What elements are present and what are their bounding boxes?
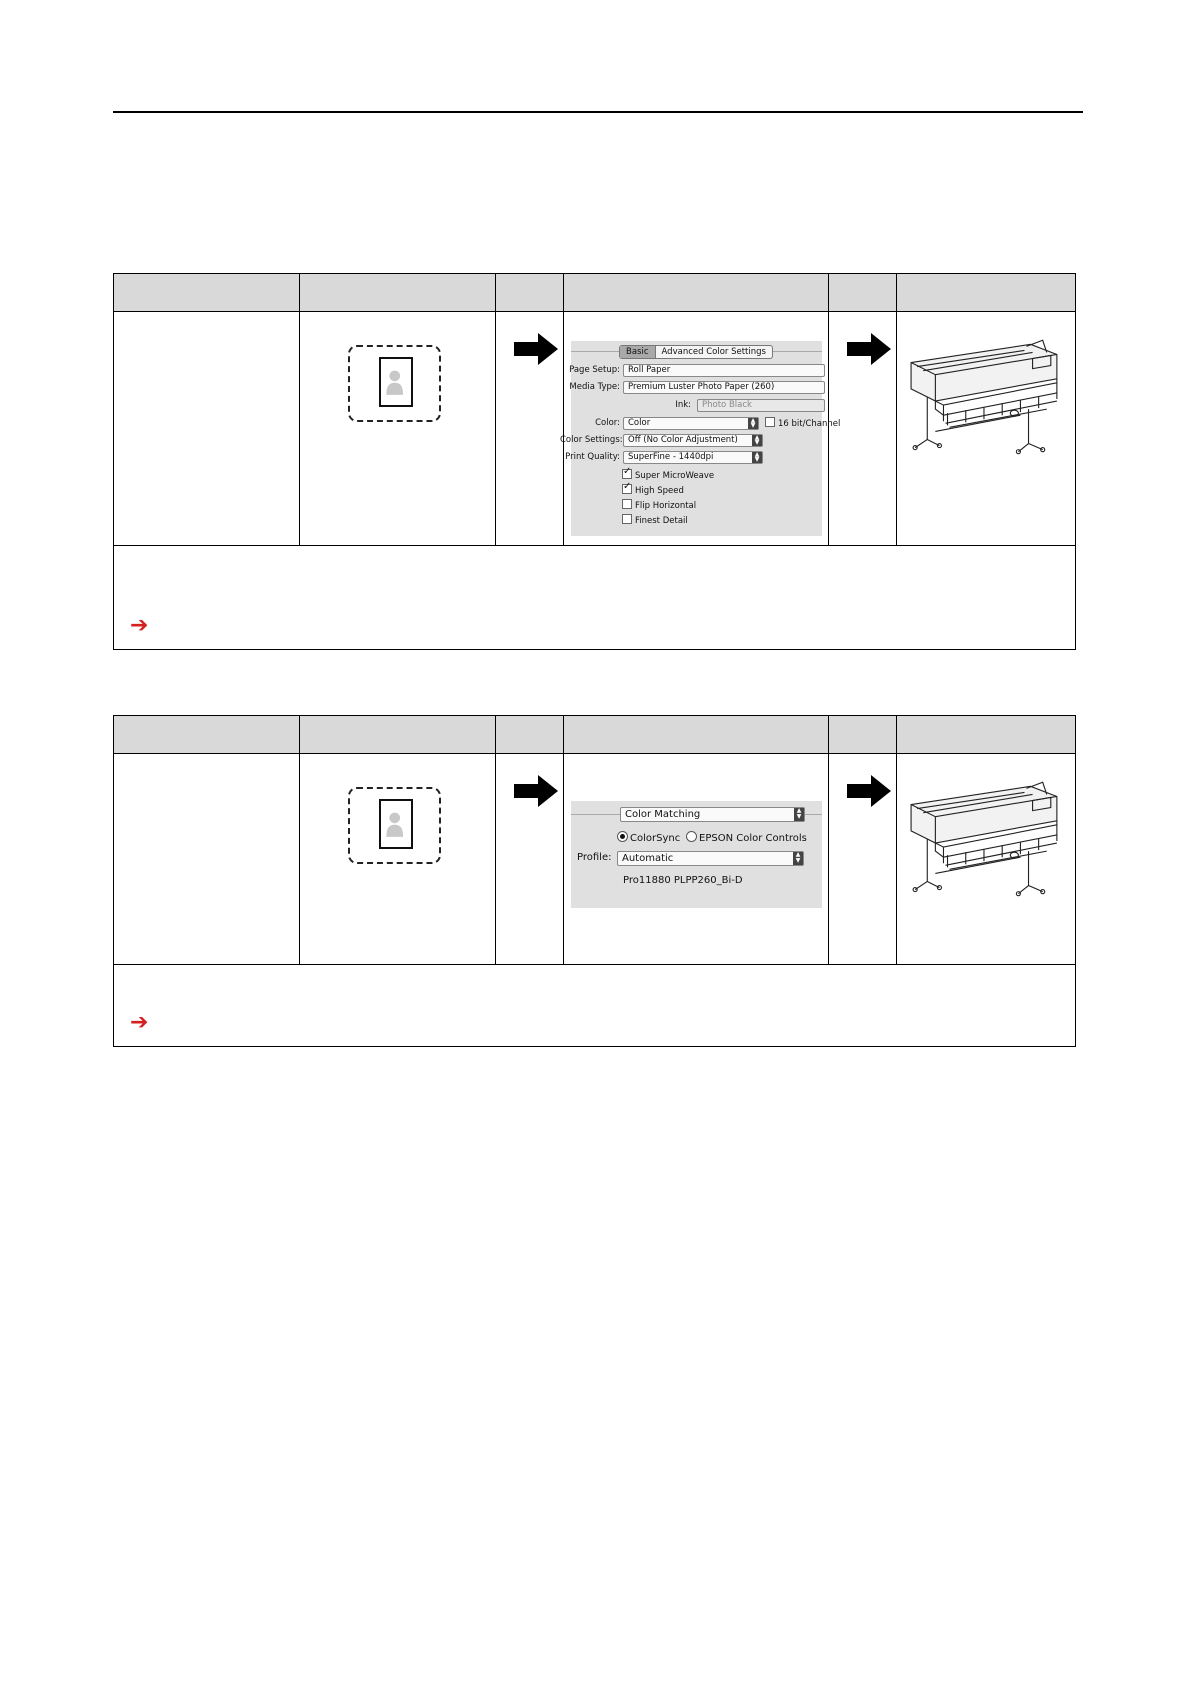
colorsync-radio[interactable] (617, 831, 680, 845)
color-select[interactable] (623, 417, 759, 430)
header-cell (300, 274, 496, 312)
document-icon (348, 787, 441, 864)
print-quality-value: SuperFine - 1440dpi (628, 452, 714, 462)
arrow-cell (496, 312, 564, 546)
stepper-icon: ▲ ▼ (794, 808, 804, 821)
photo-sheet (379, 357, 413, 407)
top-rule (113, 111, 1083, 113)
header-cell (496, 716, 564, 754)
arrow-cell (829, 312, 897, 546)
ink-select[interactable]: Photo Black (697, 399, 825, 412)
right-arrow-icon (847, 775, 891, 807)
right-arrow-icon (514, 333, 558, 365)
description-cell (114, 312, 300, 546)
page-setup-select[interactable]: Roll Paper (623, 364, 825, 377)
driver-cell (560, 312, 841, 546)
printer-cell (897, 312, 1076, 546)
checkbox-icon[interactable] (765, 417, 775, 427)
document-icon (348, 345, 441, 422)
stepper-icon: ▲ ▼ (748, 418, 758, 429)
photo-sheet (379, 799, 413, 849)
application-cell (300, 312, 496, 546)
description-cell (114, 754, 300, 965)
flip-horizontal-checkbox[interactable] (622, 499, 696, 511)
print-settings-dialog (560, 341, 841, 536)
note-cell (114, 965, 1076, 1047)
radio-icon[interactable] (686, 831, 697, 842)
finest-detail-label: Finest Detail (635, 516, 688, 526)
header-cell (564, 274, 829, 312)
header-cell (564, 716, 829, 754)
color-settings-value: Off (No Color Adjustment) (628, 435, 738, 445)
printer-icon (905, 780, 1067, 902)
header-cell (829, 716, 897, 754)
stepper-icon: ▲ ▼ (752, 452, 762, 463)
content-row (114, 312, 1076, 546)
note-row (114, 546, 1076, 650)
finest-detail-checkbox[interactable] (622, 514, 688, 526)
page-setup-label: Page Setup: (569, 365, 620, 375)
color-matching-dialog (571, 801, 822, 908)
epson-color-controls-radio[interactable] (686, 831, 807, 845)
bit-checkbox-label: 16 bit/Channel (778, 419, 841, 429)
stepper-icon: ▲ ▼ (752, 435, 762, 446)
note-cell (114, 546, 1076, 650)
header-cell (829, 274, 897, 312)
header-row (114, 716, 1076, 754)
header-cell (496, 274, 564, 312)
note-row (114, 965, 1076, 1047)
page-setup-row (571, 364, 620, 377)
colorsync-label: ColorSync (630, 833, 681, 844)
super-microweave-checkbox[interactable] (622, 469, 714, 481)
color-settings-select[interactable] (623, 434, 763, 447)
super-microweave-label: Super MicroWeave (635, 471, 715, 481)
workflow-table-2 (113, 715, 1076, 1047)
color-row (571, 417, 620, 430)
red-reference-arrow-icon[interactable]: ➔ (130, 613, 149, 638)
media-type-label: Media Type: (569, 382, 620, 392)
print-quality-label: Print Quality: (565, 452, 620, 462)
media-type-row (571, 381, 620, 394)
tab-basic[interactable]: Basic (620, 346, 656, 358)
red-reference-arrow-icon[interactable]: ➔ (130, 1010, 149, 1035)
color-settings-row (560, 434, 623, 447)
arrow-cell (496, 754, 564, 965)
driver-cell (564, 754, 829, 965)
color-value: Color (628, 418, 651, 428)
header-cell (300, 716, 496, 754)
dialog-tabs (619, 345, 773, 359)
right-arrow-icon (514, 775, 558, 807)
color-settings-label: Color Settings: (560, 435, 623, 445)
content-row (114, 754, 1076, 965)
tab-advanced-color-settings[interactable]: Advanced Color Settings (661, 347, 766, 357)
application-cell (300, 754, 496, 965)
high-speed-checkbox[interactable] (622, 484, 684, 496)
arrow-cell (829, 754, 897, 965)
header-row (114, 274, 1076, 312)
header-cell (897, 274, 1076, 312)
header-cell (114, 716, 300, 754)
workflow-table-1 (113, 273, 1076, 650)
radio-selected-icon[interactable] (617, 831, 628, 842)
flip-horizontal-label: Flip Horizontal (635, 501, 697, 511)
epson-color-controls-label: EPSON Color Controls (699, 833, 807, 844)
checkbox-icon[interactable] (622, 514, 632, 524)
profile-value: Automatic (622, 853, 674, 864)
stepper-icon: ▲ ▼ (793, 852, 803, 865)
header-cell (897, 716, 1076, 754)
profile-label: Profile: (577, 852, 612, 863)
checkbox-checked-icon[interactable] (622, 469, 632, 479)
printer-cell (897, 754, 1076, 965)
print-quality-select[interactable] (623, 451, 763, 464)
color-label: Color: (595, 418, 620, 428)
printer-icon (905, 338, 1067, 460)
ink-row (571, 399, 691, 412)
section-value: Color Matching (625, 809, 701, 820)
section-select[interactable] (620, 807, 805, 822)
ink-label: Ink: (675, 400, 691, 410)
checkbox-icon[interactable] (622, 499, 632, 509)
print-quality-row (565, 451, 620, 464)
right-arrow-icon (847, 333, 891, 365)
high-speed-label: High Speed (635, 486, 684, 496)
checkbox-checked-icon[interactable] (622, 484, 632, 494)
media-type-select[interactable]: Premium Luster Photo Paper (260) (623, 381, 825, 394)
profile-name: Pro11880 PLPP260_Bi-D (623, 875, 743, 886)
header-cell (114, 274, 300, 312)
profile-select[interactable] (617, 851, 804, 866)
